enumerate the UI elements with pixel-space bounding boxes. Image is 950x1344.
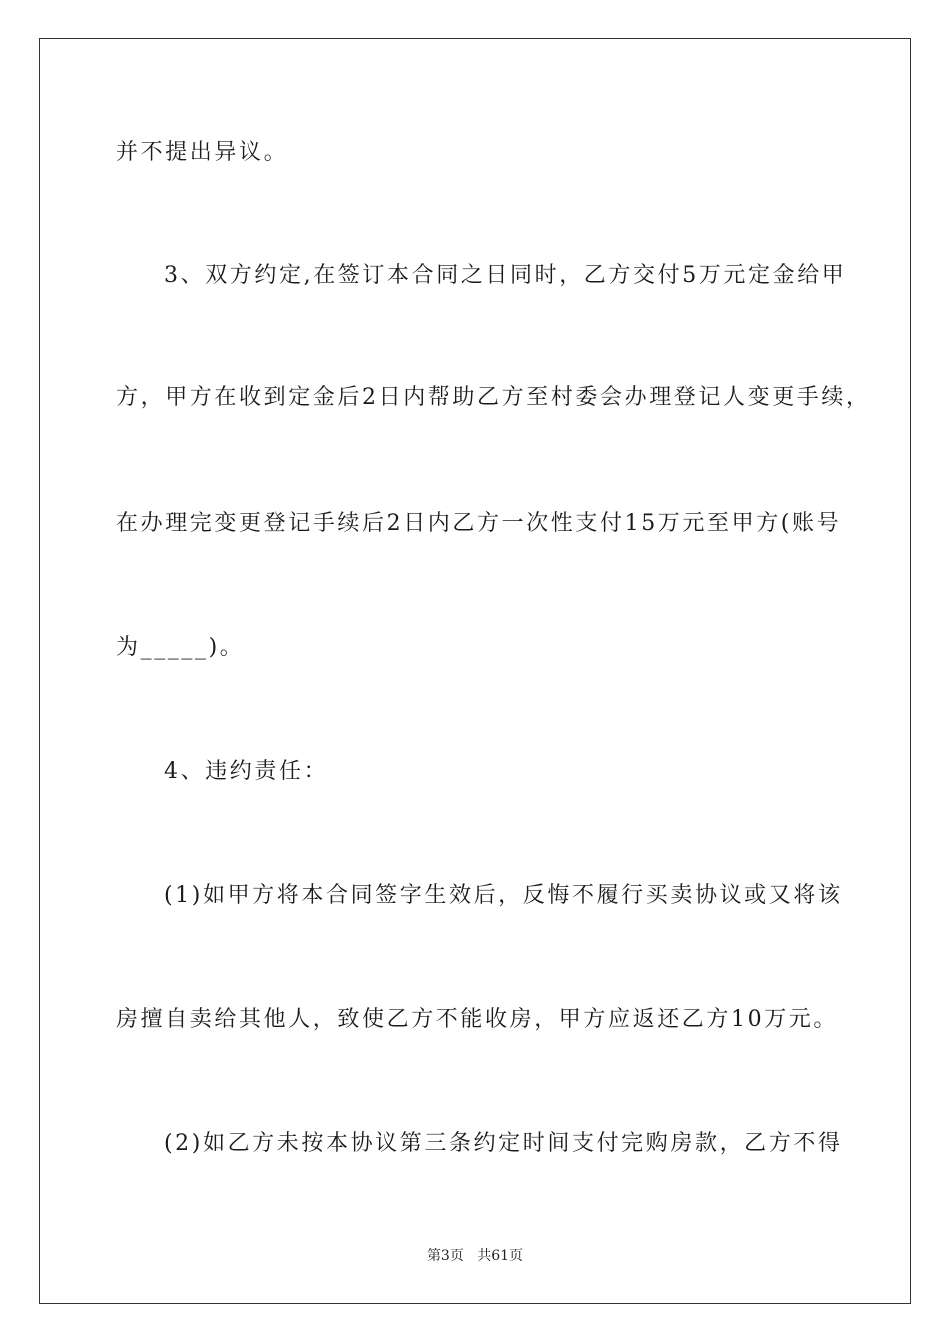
page-border bbox=[39, 38, 911, 1304]
page-number: 第3页 bbox=[426, 1248, 464, 1264]
page-footer bbox=[0, 1247, 950, 1265]
total-pages: 共61页 bbox=[477, 1248, 524, 1264]
